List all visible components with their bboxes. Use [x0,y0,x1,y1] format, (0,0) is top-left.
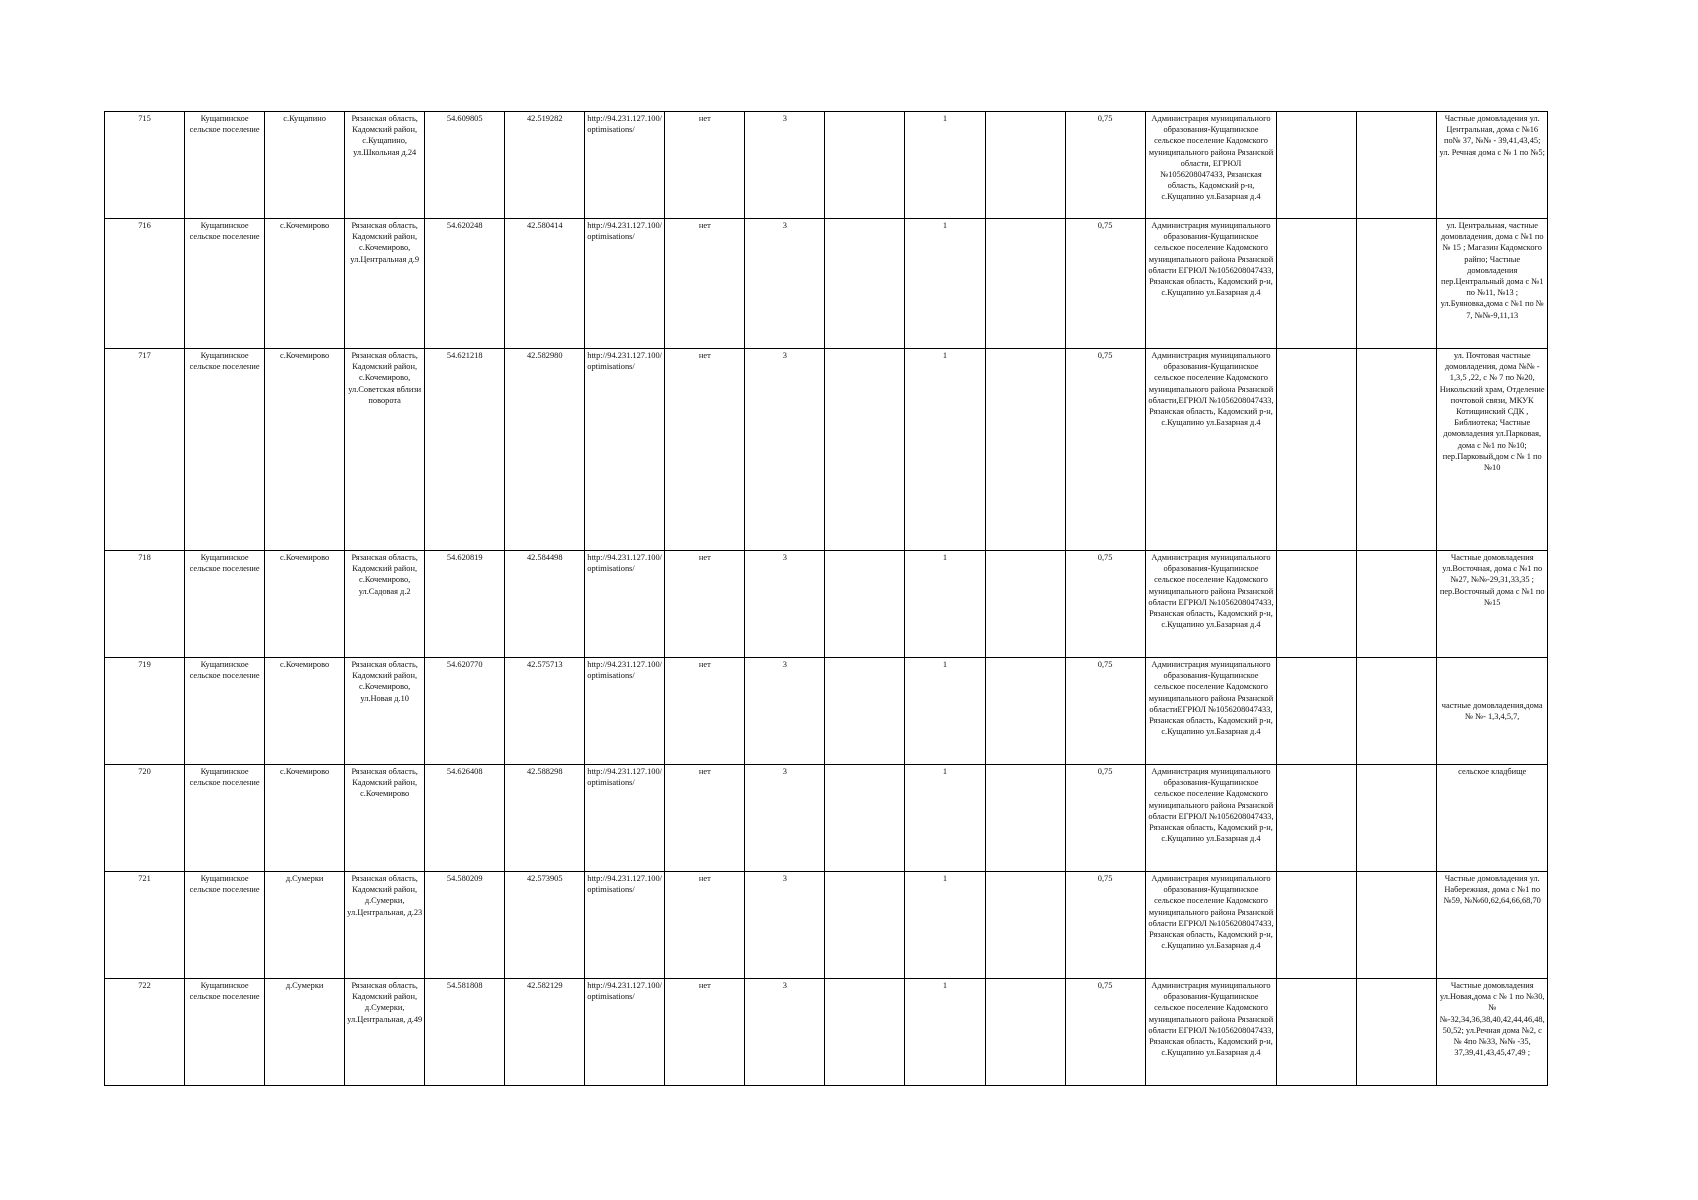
cell-address: Рязанская область, Кадомский район, с.Кущапино, ул.Школьная д.24 [345,112,425,219]
cell-latitude: 54.620248 [425,219,505,349]
cell-settlement: Кущапинское сельское поселение [185,765,265,872]
cell-address: Рязанская область, Кадомский район, д.Сумерки, ул.Центральная, д.23 [345,872,425,979]
cell-owner: Администрация муниципального образования-Кущапинское сельское поселение Кадомского муниципального района Рязанской области,ЕГРЮЛ №1056208047433, Рязанская область, Кадомский р-н, с.Кущапино ул.Базарная д.4 [1145,349,1277,551]
cell-area: 3 [745,872,825,979]
cell-blank-d [1357,112,1437,219]
cell-containers: 1 [905,112,985,219]
cell-number: 720 [105,765,185,872]
cell-longitude: 42.580414 [505,219,585,349]
cell-url: http://94.231.127.100/optimisations/ [585,349,665,551]
cell-blank-d [1357,765,1437,872]
cell-volume: 0,75 [1065,765,1145,872]
cell-blank-b [985,658,1065,765]
cell-volume: 0,75 [1065,551,1145,658]
cell-volume: 0,75 [1065,112,1145,219]
cell-owner: Администрация муниципального образования-Кущапинское сельское поселение Кадомского муниципального района Рязанской области, ЕГРЮЛ №1056208047433, Рязанская область, Кадомский р-н, с.Кущапино ул.Базарная д.4 [1145,112,1277,219]
cell-volume: 0,75 [1065,872,1145,979]
cell-settlement: Кущапинское сельское поселение [185,219,265,349]
cell-settlement: Кущапинское сельское поселение [185,349,265,551]
cell-volume: 0,75 [1065,979,1145,1086]
cell-settlement: Кущапинское сельское поселение [185,979,265,1086]
cell-blank-a [825,219,905,349]
cell-area: 3 [745,658,825,765]
table-row [105,112,1548,219]
cell-cover: нет [665,872,745,979]
cell-number: 721 [105,872,185,979]
cell-area: 3 [745,551,825,658]
cell-locality: д.Сумерки [265,872,345,979]
cell-area: 3 [745,349,825,551]
cell-locality: с.Кочемирово [265,219,345,349]
cell-containers: 1 [905,219,985,349]
cell-url: http://94.231.127.100/optimisations/ [585,112,665,219]
cell-locality: с.Кущапино [265,112,345,219]
table-row [105,658,1548,765]
cell-longitude: 42.573905 [505,872,585,979]
cell-containers: 1 [905,765,985,872]
cell-locality: д.Сумерки [265,979,345,1086]
cell-blank-a [825,765,905,872]
cell-locality: с.Кочемирово [265,349,345,551]
cell-longitude: 42.582980 [505,349,585,551]
cell-locality: с.Кочемирово [265,658,345,765]
cell-number: 715 [105,112,185,219]
cell-containers: 1 [905,872,985,979]
table-row [105,979,1548,1086]
cell-settlement: Кущапинское сельское поселение [185,872,265,979]
cell-address: Рязанская область, Кадомский район, с.Кочемирово, ул.Центральная д.9 [345,219,425,349]
table-row [105,872,1548,979]
cell-blank-c [1277,872,1357,979]
cell-cover: нет [665,765,745,872]
cell-latitude: 54.620770 [425,658,505,765]
cell-longitude: 42.588298 [505,765,585,872]
cell-blank-b [985,219,1065,349]
cell-url: http://94.231.127.100/optimisations/ [585,658,665,765]
cell-latitude: 54.620819 [425,551,505,658]
cell-area: 3 [745,112,825,219]
cell-latitude: 54.621218 [425,349,505,551]
cell-area: 3 [745,765,825,872]
cell-sources: ул. Центральная, частные домовладения, дома с №1 по № 15 ; Магазин Кадомского райпо; Частные домовладения пер.Центральный дома с №1 по №11, №13 ; ул.Буяновка,дома с №1 по № 7, №№-9,11,13 [1437,219,1548,349]
cell-number: 718 [105,551,185,658]
cell-settlement: Кущапинское сельское поселение [185,551,265,658]
cell-blank-c [1277,658,1357,765]
cell-containers: 1 [905,551,985,658]
cell-containers: 1 [905,349,985,551]
cell-area: 3 [745,219,825,349]
table-row [105,551,1548,658]
cell-sources: Частные домовладения ул. Центральная, дома с №16 по№ 37, №№ - 39,41,43,45; ул. Речная дома с № 1 по №5; [1437,112,1548,219]
cell-volume: 0,75 [1065,658,1145,765]
cell-sources: Частные домовладения ул.Новая,дома с № 1 по №30, №№-32,34,36,38,40,42,44,46,48, 50,52; ул.Речная дома №2, с № 4по №33, №№ -35, 37,39,41,43,45,47,49 ; [1437,979,1548,1086]
cell-containers: 1 [905,979,985,1086]
cell-number: 719 [105,658,185,765]
cell-blank-d [1357,658,1437,765]
cell-blank-b [985,765,1065,872]
cell-volume: 0,75 [1065,219,1145,349]
cell-owner: Администрация муниципального образования-Кущапинское сельское поселение Кадомского муниципального района Рязанской области ЕГРЮЛ №1056208047433, Рязанская область, Кадомский р-н, с.Кущапино ул.Базарная д.4 [1145,765,1277,872]
cell-number: 717 [105,349,185,551]
cell-blank-c [1277,112,1357,219]
cell-blank-d [1357,872,1437,979]
cell-locality: с.Кочемирово [265,551,345,658]
cell-blank-a [825,872,905,979]
cell-address: Рязанская область, Кадомский район, с.Кочемирово, ул.Новая д.10 [345,658,425,765]
cell-owner: Администрация муниципального образования-Кущапинское сельское поселение Кадомского муниципального района Рязанской области ЕГРЮЛ №1056208047433, Рязанская область, Кадомский р-н, с.Кущапино ул.Базарная д.4 [1145,872,1277,979]
cell-blank-d [1357,219,1437,349]
cell-url: http://94.231.127.100/optimisations/ [585,979,665,1086]
cell-longitude: 42.582129 [505,979,585,1086]
cell-blank-a [825,349,905,551]
cell-owner: Администрация муниципального образования-Кущапинское сельское поселение Кадомского муниципального района Рязанской областиЕГРЮЛ №1056208047433, Рязанская область, Кадомский р-н, с.Кущапино ул.Базарная д.4 [1145,658,1277,765]
cell-settlement: Кущапинское сельское поселение [185,658,265,765]
waste-site-registry-table [104,111,1548,1086]
cell-blank-a [825,551,905,658]
cell-latitude: 54.580209 [425,872,505,979]
cell-blank-b [985,872,1065,979]
cell-sources: частные домовладения,дома № №- 1,3,4,5,7, [1437,658,1548,765]
cell-owner: Администрация муниципального образования-Кущапинское сельское поселение Кадомского муниципального района Рязанской области ЕГРЮЛ №1056208047433, Рязанская область, Кадомский р-н, с.Кущапино ул.Базарная д.4 [1145,219,1277,349]
cell-blank-b [985,979,1065,1086]
cell-blank-c [1277,551,1357,658]
cell-latitude: 54.581808 [425,979,505,1086]
table-row [105,765,1548,872]
cell-blank-a [825,112,905,219]
cell-number: 716 [105,219,185,349]
cell-longitude: 42.519282 [505,112,585,219]
cell-longitude: 42.575713 [505,658,585,765]
cell-locality: с.Кочемирово [265,765,345,872]
cell-cover: нет [665,979,745,1086]
cell-blank-c [1277,219,1357,349]
cell-cover: нет [665,112,745,219]
cell-latitude: 54.609805 [425,112,505,219]
cell-blank-b [985,349,1065,551]
cell-blank-c [1277,765,1357,872]
cell-blank-d [1357,551,1437,658]
cell-owner: Администрация муниципального образования-Кущапинское сельское поселение Кадомского муниципального района Рязанской области ЕГРЮЛ №1056208047433, Рязанская область, Кадомский р-н, с.Кущапино ул.Базарная д.4 [1145,979,1277,1086]
cell-url: http://94.231.127.100/optimisations/ [585,219,665,349]
cell-address: Рязанская область, Кадомский район, с.Кочемирово, ул.Садовая д.2 [345,551,425,658]
cell-owner: Администрация муниципального образования-Кущапинское сельское поселение Кадомского муниципального района Рязанской области ЕГРЮЛ №1056208047433, Рязанская область, Кадомский р-н, с.Кущапино ул.Базарная д.4 [1145,551,1277,658]
cell-latitude: 54.626408 [425,765,505,872]
cell-cover: нет [665,551,745,658]
cell-sources: Частные домовладения ул.Восточная, дома с №1 по №27, №№-29,31,33,35 ; пер.Восточный дома с №1 по №15 [1437,551,1548,658]
table-row [105,219,1548,349]
cell-blank-b [985,112,1065,219]
cell-cover: нет [665,219,745,349]
cell-address: Рязанская область, Кадомский район, с.Кочемирово, ул.Советская вблизи поворота [345,349,425,551]
cell-cover: нет [665,658,745,765]
cell-longitude: 42.584498 [505,551,585,658]
cell-blank-a [825,979,905,1086]
cell-address: Рязанская область, Кадомский район, д.Сумерки, ул.Центральная, д.49 [345,979,425,1086]
cell-blank-d [1357,979,1437,1086]
cell-blank-b [985,551,1065,658]
cell-sources: ул. Почтовая частные домовладения, дома №№ - 1,3,5 ,22, с № 7 по №20, Никольский храм, Отделение почтовой связи, МКУК Котищинский СДК , Библиотека; Частные домовладения ул.Парковая, дома с №1 по №10; пер.Парковый,дом с № 1 по №10 [1437,349,1548,551]
cell-url: http://94.231.127.100/optimisations/ [585,551,665,658]
cell-containers: 1 [905,658,985,765]
cell-cover: нет [665,349,745,551]
table-row [105,349,1548,551]
cell-address: Рязанская область, Кадомский район, с.Кочемирово [345,765,425,872]
cell-url: http://94.231.127.100/optimisations/ [585,872,665,979]
table-body [105,112,1548,1086]
cell-sources: Частные домовладения ул. Набережная, дома с №1 по №59, №№60,62,64,66,68,70 [1437,872,1548,979]
cell-blank-d [1357,349,1437,551]
cell-sources: сельское кладбище [1437,765,1548,872]
cell-blank-a [825,658,905,765]
cell-settlement: Кущапинское сельское поселение [185,112,265,219]
cell-blank-c [1277,349,1357,551]
cell-area: 3 [745,979,825,1086]
cell-blank-c [1277,979,1357,1086]
cell-number: 722 [105,979,185,1086]
cell-volume: 0,75 [1065,349,1145,551]
cell-url: http://94.231.127.100/optimisations/ [585,765,665,872]
